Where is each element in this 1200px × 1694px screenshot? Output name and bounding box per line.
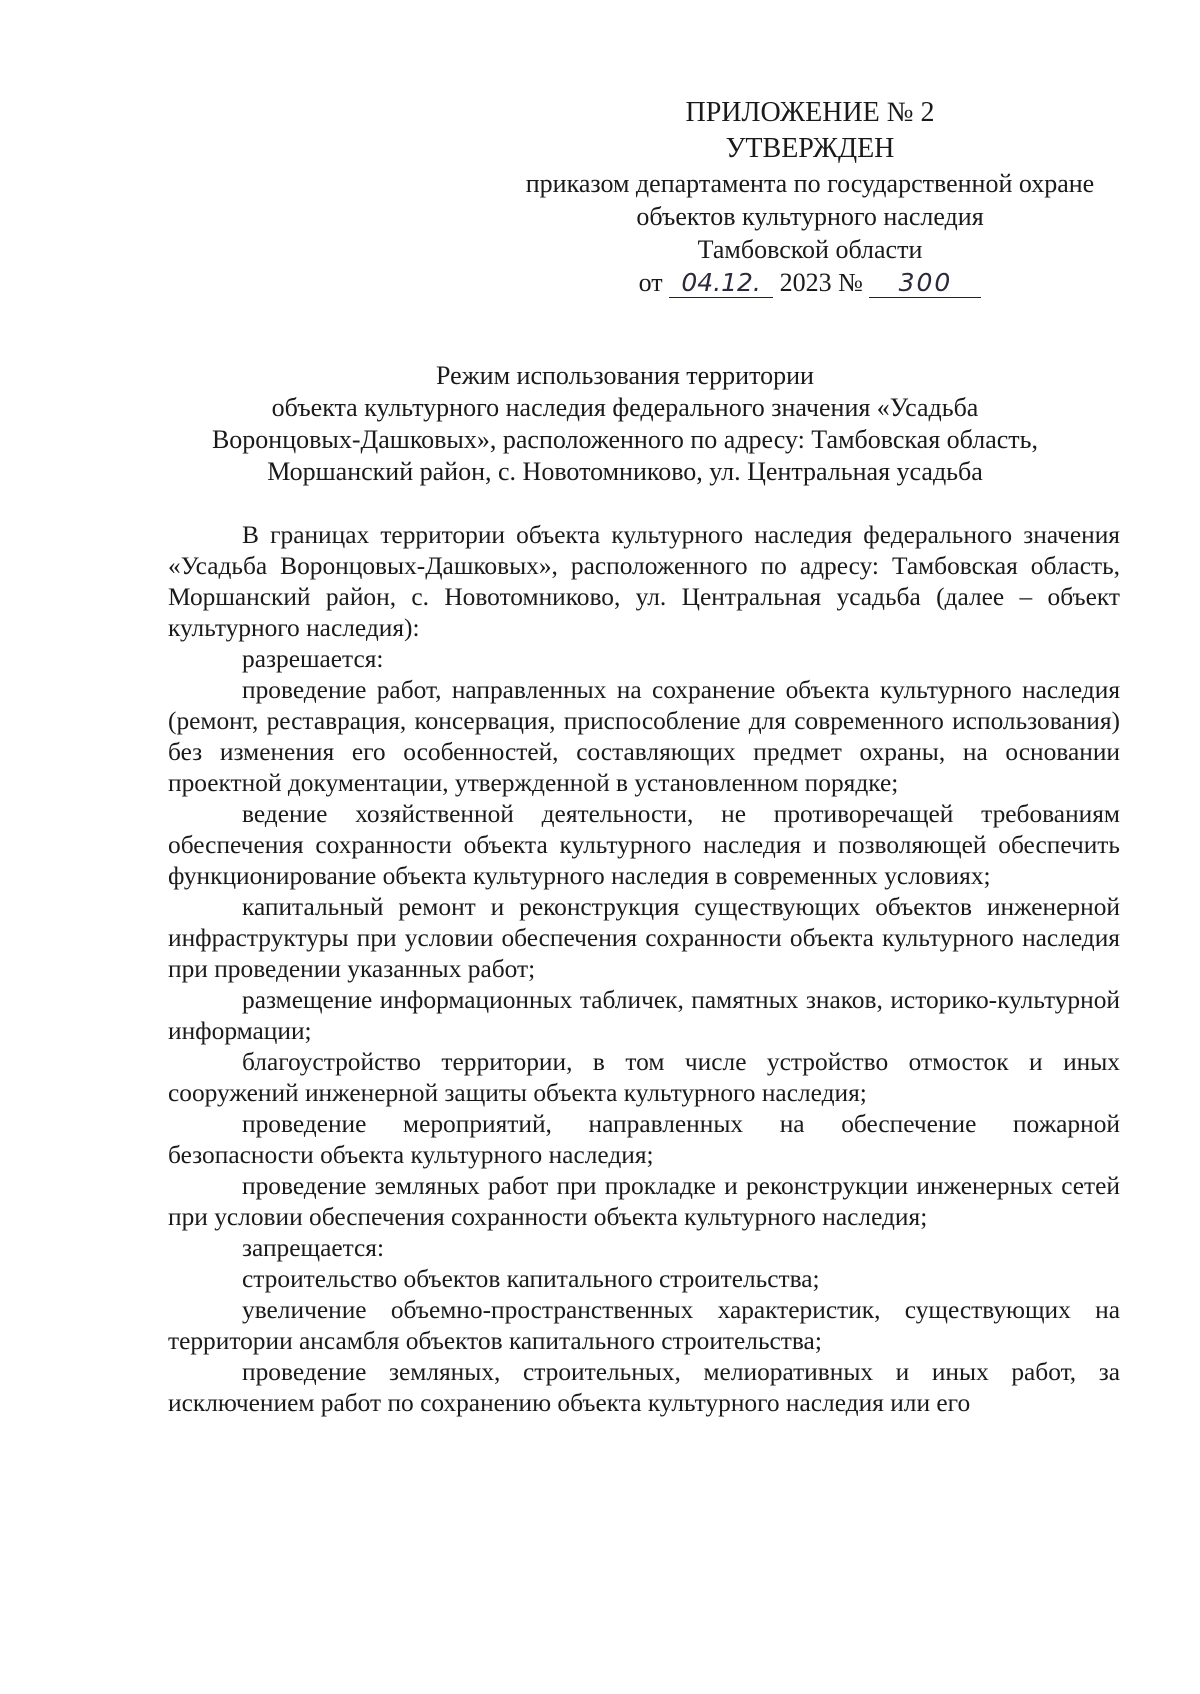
- approval-stamp-block: [470, 95, 1150, 299]
- paragraph-prohibited-heading: запрещается:: [242, 1234, 385, 1262]
- title-line-2: объекта культурного наследия федерального значения «Усадьба: [271, 393, 979, 422]
- paragraph-permitted-item: размещение информационных табличек, памятных знаков, историко-культурной информации;: [168, 986, 1120, 1045]
- handwritten-order-number: 300: [869, 269, 981, 298]
- paragraph-permitted-item: капитальный ремонт и реконструкция существующих объектов инженерной инфраструктуры при условии обеспечения сохранности объекта культурного наследия при проведении указанных работ;: [168, 893, 1120, 983]
- paragraph-prohibited-item: строительство объектов капитального строительства;: [242, 1265, 820, 1293]
- paragraph-permitted-item: благоустройство территории, в том числе устройство отмосток и иных сооружений инженерной защиты объекта культурного наследия;: [168, 1048, 1120, 1107]
- order-reference-line-1: приказом департамента по государственной охране: [525, 169, 1095, 198]
- order-reference-line-2: объектов культурного наследия: [636, 202, 984, 231]
- title-line-1: Режим использования территории: [436, 361, 814, 390]
- paragraph-prohibited-item: увеличение объемно-пространственных характеристик, существующих на территории ансамбля объектов капитального строительства;: [168, 1296, 1120, 1355]
- order-date-number-line: [470, 266, 1150, 299]
- year-number-label: 2023 №: [779, 268, 863, 297]
- paragraph-permitted-item: ведение хозяйственной деятельности, не противоречащей требованиям обеспечения сохранности объекта культурного наследия и позволяющей обеспечить функционирование объекта культурного наследия в современных условиях;: [168, 800, 1120, 890]
- document-title: [150, 360, 1100, 488]
- paragraph-intro: В границах территории объекта культурного наследия федерального значения «Усадьба Воронцовых-Дашковых», расположенного по адресу: Тамбовская область, Моршанский район, с. Новотомниково, ул. Центральная усадьба (далее – объект культурного наследия):: [168, 521, 1120, 642]
- approved-heading: УТВЕРЖДЕН: [725, 133, 895, 164]
- handwritten-date: 04.12.: [669, 269, 773, 298]
- paragraph-prohibited-item: проведение земляных, строительных, мелиоративных и иных работ, за исключением работ по сохранению объекта культурного наследия или его: [168, 1358, 1120, 1417]
- paragraph-permitted-heading: разрешается:: [242, 645, 384, 673]
- document-body: [168, 520, 1120, 1419]
- appendix-heading: ПРИЛОЖЕНИЕ № 2: [685, 97, 935, 128]
- title-line-3: Воронцовых-Дашковых», расположенного по адресу: Тамбовская область,: [211, 425, 1039, 454]
- title-line-4: Моршанский район, с. Новотомниково, ул. Центральная усадьба: [267, 457, 983, 486]
- paragraph-permitted-item: проведение земляных работ при прокладке и реконструкции инженерных сетей при условии обеспечения сохранности объекта культурного наследия;: [168, 1172, 1120, 1231]
- from-prefix: от: [638, 268, 663, 297]
- paragraph-permitted-item: проведение мероприятий, направленных на обеспечение пожарной безопасности объекта культурного наследия;: [168, 1110, 1120, 1169]
- order-reference-line-3: Тамбовской области: [697, 235, 923, 264]
- paragraph-permitted-item: проведение работ, направленных на сохранение объекта культурного наследия (ремонт, реставрация, консервация, приспособление для современного использования) без изменения его особенностей, составляющих предмет охраны, на основании проектной документации, утвержденной в установленном порядке;: [168, 676, 1120, 797]
